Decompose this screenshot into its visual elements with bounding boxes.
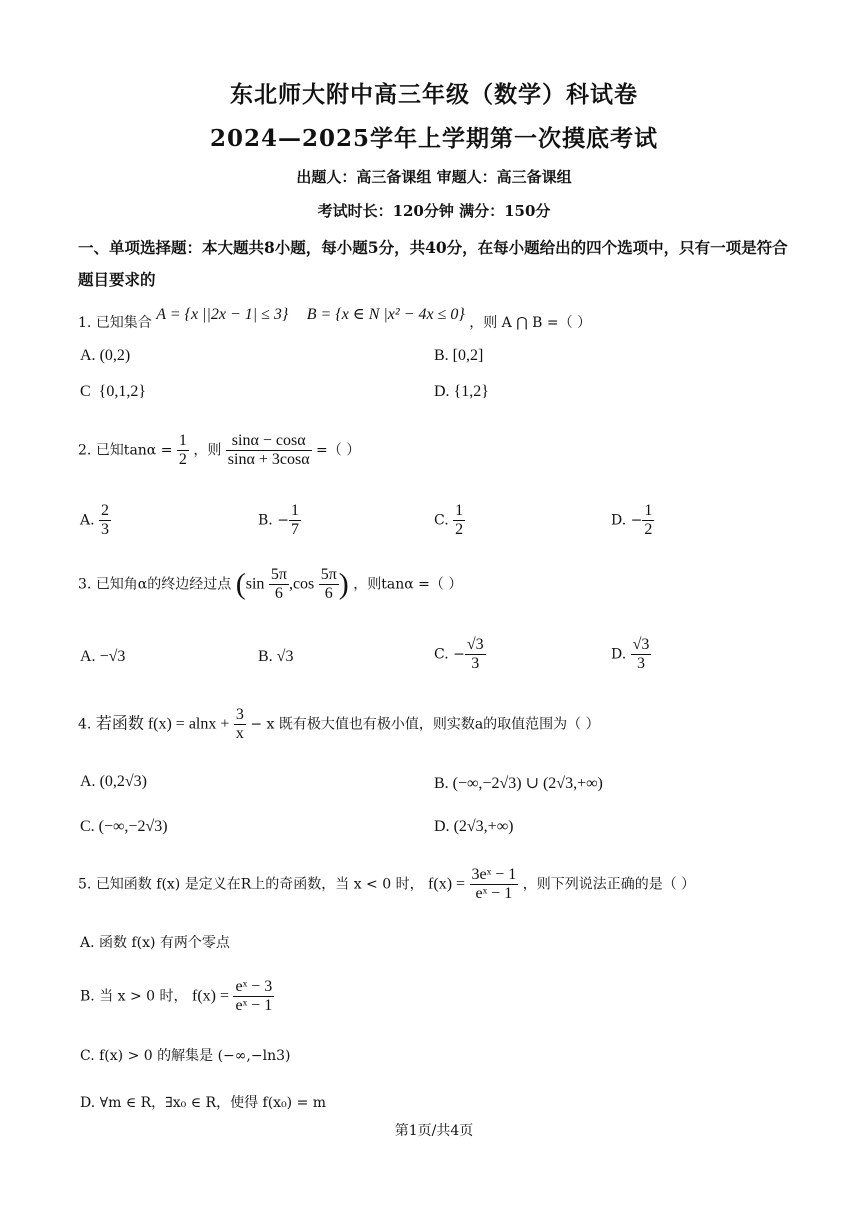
option-b: B. [0,2] xyxy=(434,347,484,364)
page-number: 第1页/共4页 xyxy=(394,1123,474,1139)
exam-duration: 考试时长：120分钟 满分：150分 xyxy=(317,202,551,220)
option-b: B. √3 xyxy=(258,648,294,665)
option-b: B. − $\frac{1}{7}$ xyxy=(258,502,299,538)
question-2: 2. 已知tanα = $\frac{1}{2}$ ，则 $\frac{\sin\alpha - \cos\alpha}{\sin\alpha + 3\cos\alpha}$ =（ ） xyxy=(78,432,361,468)
option-d: D. ∀m ∈ R，∃x₀ ∈ R，使得 f(x₀) = m xyxy=(80,1095,327,1111)
option-a: A. (0,2√3) xyxy=(80,773,147,790)
question-stem-end: ，则 A ⋂ B =（ ） xyxy=(469,315,592,331)
fraction: $\frac{1}{2}$ xyxy=(178,432,187,468)
option-b: B. (−∞,−2√3) ∪ (2√3,+∞) xyxy=(434,775,603,792)
option-a: A. $\frac{2}{3}$ xyxy=(80,502,110,538)
section-heading: 一、单项选择题：本大题共8小题，每小题5分，共40分，在每小题给出的四个选项中，只有一项是符合题目要求的 xyxy=(78,238,788,289)
option-a: A. −√3 xyxy=(80,648,126,665)
question-5: 5. 已知函数 f(x) 是定义在R上的奇函数，当 x < 0 时， f(x) = $\frac{\text{3eˣ − 1}}{\text{eˣ − 1}}$ ，则下列说法正确的是（ ） xyxy=(78,866,696,902)
option-d: D. − $\frac{1}{2}$ xyxy=(611,502,653,538)
option-a: A. (0,2) xyxy=(80,347,131,364)
exam-subtitle: 2024—2025学年上学期第一次摸底考试 xyxy=(209,125,659,152)
question-stem: 已知集合 xyxy=(95,315,152,331)
question-3: 3. 已知角α的终边经过点 (sin $\frac{5\pi}{6}$ ,cos $\frac{5\pi}{6}$ ) ，则tanα =（ ） xyxy=(78,566,463,602)
option-a: A. 函数 f(x) 有两个零点 xyxy=(80,935,230,951)
question-1 xyxy=(78,306,592,332)
fraction: $\frac{\sin\alpha - \cos\alpha}{\sin\alpha + 3\cos\alpha}$ xyxy=(227,432,310,468)
option-c: C. f(x) > 0 的解集是 (−∞,−ln3) xyxy=(80,1048,291,1064)
option-c: C {0,1,2} xyxy=(80,383,147,400)
option-c: C. (−∞,−2√3) xyxy=(80,818,168,835)
option-c: C. − $\frac{√3}{3}$ xyxy=(434,636,484,672)
exam-authors: 出题人：高三备课组 审题人：高三备课组 xyxy=(296,168,572,186)
option-d: D. (2√3,+∞) xyxy=(434,818,514,835)
exam-title: 东北师大附中高三年级（数学）科试卷 xyxy=(230,81,638,108)
question-number: 1. xyxy=(78,315,92,331)
set-b: B = {x ∈ N |x² − 4x ≤ 0} xyxy=(306,306,465,323)
set-a: A = {x ||2x − 1| ≤ 3} xyxy=(156,306,289,323)
option-d: D. $\frac{√3}{3}$ xyxy=(611,636,650,672)
option-b: B. 当 x > 0 时， f(x) = $\frac{\text{eˣ − 3}}{\text{eˣ − 1}}$ xyxy=(80,978,273,1014)
option-c: C. $\frac{1}{2}$ xyxy=(434,502,464,538)
option-d: D. {1,2} xyxy=(434,383,489,400)
question-4: 4. 若函数 f(x) = alnx + $\frac{3}{x}$ − x 既有极大值也有极小值，则实数a的取值范围为（ ） xyxy=(78,706,600,742)
